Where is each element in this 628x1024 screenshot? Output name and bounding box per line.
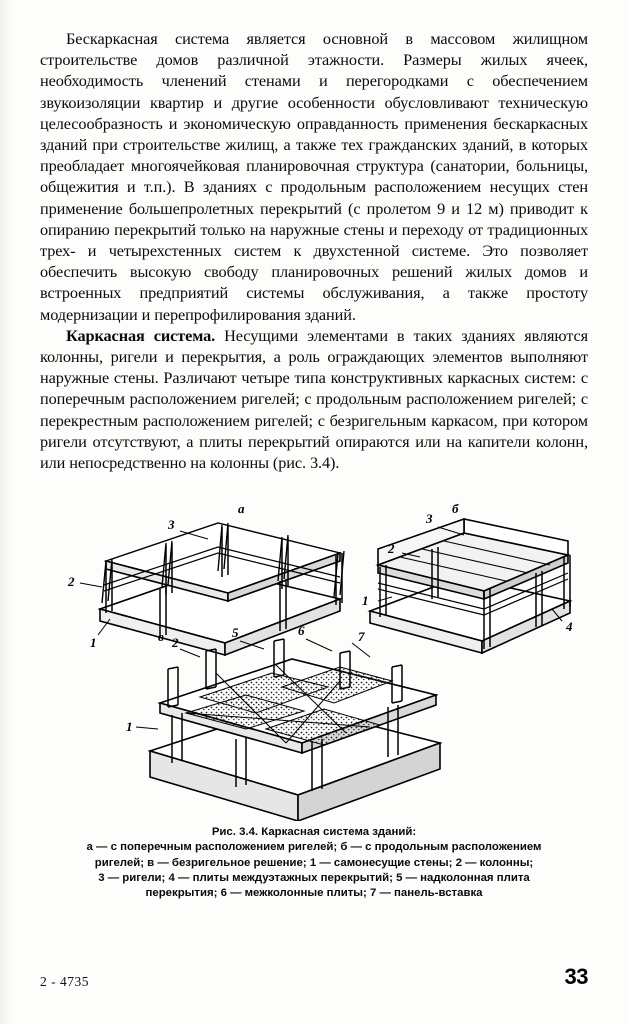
figure-callout-b-1: 1	[362, 593, 369, 609]
page-edge-shadow	[0, 0, 14, 1024]
figure-callout-b-2: 2	[388, 541, 395, 557]
figure-callout-b-4: 4	[566, 619, 573, 635]
figure-callout-v-5: 5	[232, 625, 239, 641]
figure-panel-label-a: а	[238, 501, 245, 517]
page-body	[40, 28, 588, 473]
figure-callout-v-6: 6	[298, 623, 305, 639]
figure-callout-a-3: 3	[168, 517, 175, 533]
figure-caption-line-1: а — с поперечным расположением ригелей; б — с продольным расположением	[86, 841, 542, 854]
figure-panel-label-v: в	[158, 629, 164, 645]
figure-panel-label-b: б	[452, 501, 459, 517]
figure-caption-line-4: перекрытия; 6 — межколонные плиты; 7 — панель-вставка	[145, 887, 483, 900]
figure-canvas	[40, 491, 588, 821]
paragraph-run-in-heading: Каркасная система.	[66, 325, 216, 345]
figure-caption-line-3: 3 — ригели; 4 — плиты междуэтажных перекрытий; 5 — надколонная плита	[98, 871, 530, 884]
signature-mark: 2 - 4735	[40, 974, 89, 989]
page-footer	[40, 964, 588, 990]
figure-callout-v-1: 1	[126, 719, 133, 735]
figure-caption-title: Рис. 3.4. Каркасная система зданий:	[211, 826, 417, 839]
figure-illustration	[40, 491, 588, 821]
figure-callout-b-3: 3	[426, 511, 433, 527]
figure-caption-line-2: ригелей; в — безригельное решение; 1 — самонесущие стены; 2 — колонны;	[94, 856, 534, 869]
figure-caption	[40, 825, 588, 901]
figure-callout-v-2: 2	[172, 635, 179, 651]
figure-callout-a-1: 1	[90, 635, 97, 651]
figure-callout-v-7: 7	[358, 629, 365, 645]
paragraph-frameless-system: Бескаркасная система является основной в массовом жилищном строительстве домов различной этажности. Размеры жилых ячеек, необходимость членений стенами и перегородками с обеспечением звукоизоляции квартир и другие особенности обусловливают техническую целесообразность и экономическую оправданность применения бескаркасных зданий при строительстве жилищ, а также тех гражданских зданий, в которых преобладает многоячейковая планировочная структура (санатории, больницы, общежития и т.п.). В зданиях с продольным расположением несущих стен применение большепролетных перекрытий (с пролетом 9 и 12 м) приводит к опиранию перекрытий только на наружные стены и переходу от традиционных трех- и четырехстенных систем к двухстенной системе. Это позволяет обеспечить высокую свободу планировочных решений жилых домов и встроенных предприятий системы обслуживания, а также простоту модернизации и перепрофилирования зданий.	[40, 29, 588, 324]
figure-callout-a-2: 2	[68, 574, 75, 590]
paragraph-frame-system-text: Несущими элементами в таких зданиях являются колонны, ригели и перекрытия, а роль ограждающих элементов выполняют наружные стены. Различают четыре типа конструктивных каркасных систем: с поперечным расположением ригелей; с продольным расположением ригелей; с перекрестным расположением ригелей; с безригельным каркасом, при котором ригели отсутствуют, а плиты перекрытий опираются или на капители колонн, или непосредственно на колонны (рис. 3.4).	[40, 325, 588, 473]
page-number: 33	[564, 964, 588, 989]
figure-3-4	[40, 491, 588, 900]
paragraph-frame-system	[40, 325, 588, 473]
